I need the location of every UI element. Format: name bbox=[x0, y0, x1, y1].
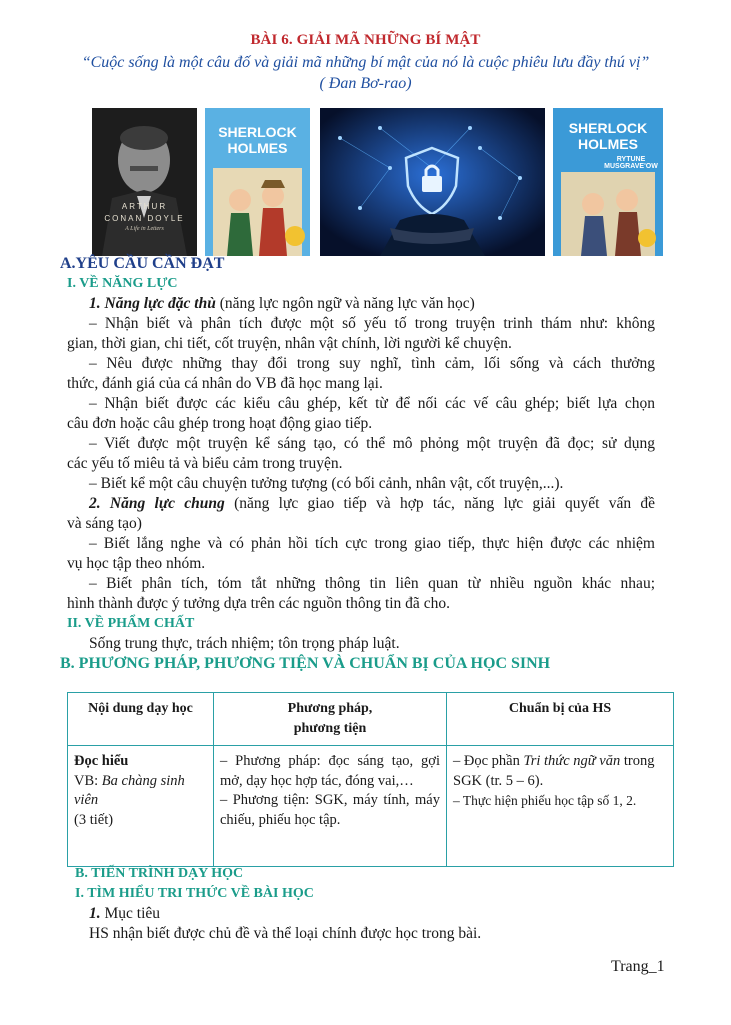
goal-text: HS nhận biết được chủ đề và thể loại chính được học trong bài. bbox=[89, 925, 482, 942]
cell-prep bbox=[447, 746, 674, 867]
cell-prep-b: – Thực hiện phiếu học tập số 1, 2. bbox=[453, 793, 637, 808]
cell-content-vb bbox=[74, 772, 207, 811]
cell-prep-a1: – Đọc phần bbox=[453, 753, 524, 769]
preparation-table bbox=[67, 692, 674, 867]
section-a-sub2: II. VỀ PHẨM CHẤT bbox=[67, 616, 195, 631]
book2-line1: SHERLOCK bbox=[218, 124, 297, 140]
epigraph-quote: “Cuộc sống là một câu đố và giải mã những bí mật của nó là cuộc phiêu lưu đầy thú vị” bbox=[81, 54, 650, 71]
book1-line1: ARTHUR bbox=[121, 202, 168, 211]
nl1-rest: (năng lực ngôn ngữ và năng lực văn học) bbox=[215, 295, 475, 312]
goal-num: 1. bbox=[89, 905, 101, 922]
book1-line2: CONAN DOYLE bbox=[104, 214, 185, 223]
cell-method-a: – Phương pháp: đọc sáng tạo, gợi mở, dạy học hợp tác, đóng vai,… bbox=[220, 753, 440, 789]
p3b: câu đơn hoặc câu ghép trong hoạt động giao tiếp. bbox=[67, 415, 373, 432]
nl1-title: 1. Năng lực đặc thù bbox=[89, 295, 216, 312]
nl2-rest: (năng lực giao tiếp và hợp tác, năng lực giải quyết vấn đề bbox=[224, 495, 656, 512]
cell-vb-name: Ba chàng sinh viên bbox=[74, 772, 185, 808]
book4-line2: HOLMES bbox=[578, 136, 638, 152]
nl1-line bbox=[89, 294, 655, 314]
table-row bbox=[68, 746, 674, 867]
epigraph-author: ( Đan Bơ-rao) bbox=[319, 75, 412, 92]
goal-label: Mục tiêu bbox=[100, 905, 161, 922]
section-c-sub1: I. TÌM HIỂU TRI THỨC VỀ BÀI HỌC bbox=[75, 886, 314, 901]
p4b: các yếu tố miêu tả và biểu cảm trong truyện. bbox=[67, 455, 343, 472]
book-cover-sherlock-2 bbox=[553, 108, 663, 256]
p7b: hình thành được ý tưởng dựa trên các nguồn thông tin đã cho. bbox=[67, 595, 450, 612]
nl2-title: 2. Năng lực chung bbox=[89, 495, 225, 512]
cell-prep-a2: Tri thức ngữ văn bbox=[523, 753, 621, 769]
book2-line2: HOLMES bbox=[227, 140, 288, 156]
p3a: – Nhận biết được các kiểu câu ghép, kết từ để nối các vế câu ghép; biết lựa chọn bbox=[89, 395, 655, 412]
p6b: vụ học tập theo nhóm. bbox=[67, 555, 206, 572]
cell-method bbox=[214, 746, 447, 867]
cell-prep-a bbox=[453, 752, 667, 791]
p4a: – Viết được một truyện kể sáng tạo, có thể mô phỏng một truyện đã đọc; sử dụng bbox=[89, 435, 655, 452]
cell-method-b: – Phương tiện: SGK, máy tính, máy chiếu, phiếu học tập. bbox=[220, 792, 440, 828]
p1a: – Nhận biết và phân tích được một số yếu tố trong truyện trinh thám như: không bbox=[89, 315, 655, 332]
cell-content-time: (3 tiết) bbox=[74, 811, 114, 828]
page-title: BÀI 6. GIẢI MÃ NHỮNG BÍ MẬT bbox=[250, 32, 481, 48]
cell-vb-label: VB: bbox=[74, 772, 102, 789]
cell-content-title: Đọc hiểu bbox=[74, 753, 129, 769]
p5: – Biết kể một câu chuyện tưởng tượng (có bối cảnh, nhân vật, cốt truyện,...). bbox=[89, 475, 564, 492]
col-header-prep: Chuẩn bị của HS bbox=[447, 693, 674, 746]
nl2-line bbox=[89, 494, 655, 514]
table-header-row bbox=[68, 693, 674, 746]
p7a: – Biết phân tích, tóm tắt những thông tin liên quan từ nhiều nguồn khác nhau; bbox=[89, 575, 655, 592]
p2a: – Nêu được những thay đổi trong suy nghĩ, tình cảm, lối sống và cách thưởng bbox=[89, 355, 655, 372]
cell-prep-a3: trong SGK (tr. 5 – 6). bbox=[453, 753, 655, 789]
p1b: gian, thời gian, chi tiết, cốt truyện, nhân vật chính, lời người kể chuyện. bbox=[67, 335, 512, 352]
page-number: Trang_1 bbox=[611, 958, 665, 975]
book4-line1: SHERLOCK bbox=[568, 120, 648, 136]
security-lock-image bbox=[320, 108, 545, 256]
section-b-heading: B. PHƯƠNG PHÁP, PHƯƠNG TIỆN VÀ CHUẨN BỊ CỦA HỌC SINH bbox=[60, 655, 551, 672]
goal-line bbox=[89, 904, 655, 924]
p6a: – Biết lắng nghe và có phản hồi tích cực trong giao tiếp, thực hiện được các nhiệm bbox=[89, 535, 655, 552]
section-a-sub1: I. VỀ NĂNG LỰC bbox=[67, 276, 178, 291]
cell-content bbox=[68, 746, 214, 867]
p2b: thức, đánh giá của cá nhân do VB đã học mang lại. bbox=[67, 375, 383, 392]
section-a-heading: A.YÊU CẦU CẦN ĐẠT bbox=[60, 255, 225, 272]
col-header-method-b: phương tiện bbox=[293, 721, 367, 736]
book4-subtitle: RYTUNE MUSGRAVE'OW bbox=[604, 156, 658, 170]
col-header-method bbox=[214, 693, 447, 746]
section-c-heading: B. TIẾN TRÌNH DẠY HỌC bbox=[75, 866, 244, 881]
book1-subtitle: A Life in Letters bbox=[125, 226, 164, 232]
col-header-content: Nội dung dạy học bbox=[68, 693, 214, 746]
nl2-b: và sáng tạo) bbox=[67, 515, 142, 532]
book-cover-conan-doyle bbox=[92, 108, 197, 256]
book-cover-sherlock-1 bbox=[205, 108, 310, 256]
p8: Sống trung thực, trách nhiệm; tôn trọng pháp luật. bbox=[89, 635, 400, 652]
col-header-method-a: Phương pháp, bbox=[287, 701, 373, 716]
